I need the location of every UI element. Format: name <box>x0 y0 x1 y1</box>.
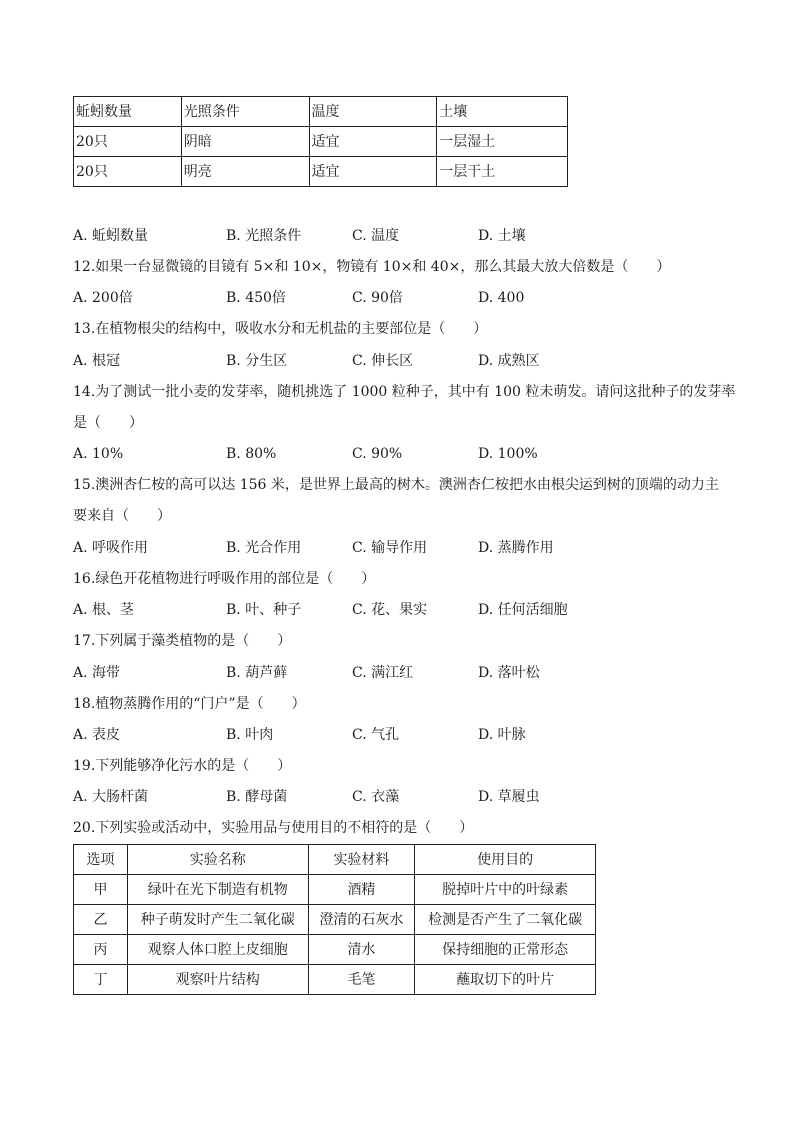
experiment-materials-table <box>73 844 596 995</box>
table-cell: 保持细胞的正常形态 <box>415 935 596 965</box>
option-a: A. 呼吸作用 <box>73 540 149 556</box>
table-cell: 适宜 <box>309 127 437 157</box>
table-cell: 清水 <box>308 935 415 965</box>
table-row <box>74 965 596 995</box>
table-cell: 明亮 <box>181 157 309 187</box>
table-cell: 温度 <box>309 97 437 127</box>
table-cell: 使用目的 <box>415 845 596 875</box>
table-row <box>74 157 568 187</box>
question-19-stem: 19.下列能够净化污水的是（ ） <box>73 758 292 774</box>
option-c: C. 气孔 <box>352 727 400 743</box>
table-cell: 酒精 <box>308 875 415 905</box>
option-d: D. 落叶松 <box>478 665 540 681</box>
option-b: B. 酵母菌 <box>226 789 288 805</box>
option-b: B. 光合作用 <box>226 540 302 556</box>
table-row <box>74 875 596 905</box>
option-b: B. 分生区 <box>226 353 288 369</box>
option-d: D. 任何活细胞 <box>478 602 568 618</box>
option-c: C. 90% <box>352 446 403 462</box>
table-cell: 脱掉叶片中的叶绿素 <box>415 875 596 905</box>
question-18-stem: 18.植物蒸腾作用的“门户”是（ ） <box>73 696 306 712</box>
option-d: D. 100% <box>478 446 538 462</box>
table-cell: 20只 <box>74 127 182 157</box>
option-d: D. 草履虫 <box>478 789 540 805</box>
option-b: B. 光照条件 <box>226 228 302 244</box>
option-d: D. 成熟区 <box>478 353 540 369</box>
option-b: B. 叶、种子 <box>226 602 302 618</box>
table-header-row <box>74 845 596 875</box>
option-c: C. 衣藻 <box>352 789 400 805</box>
option-d: D. 400 <box>478 290 525 306</box>
option-a: A. 海带 <box>73 665 121 681</box>
option-c: C. 输导作用 <box>352 540 428 556</box>
table-cell: 光照条件 <box>181 97 309 127</box>
table-cell: 20只 <box>74 157 182 187</box>
option-a: A. 200倍 <box>73 290 133 306</box>
table-row <box>74 905 596 935</box>
question-12-stem: 12.如果一台显微镜的目镜有 5×和 10×，物镜有 10×和 40×，那么其最大放大倍数是（ ） <box>73 259 671 275</box>
table-cell: 丙 <box>74 935 128 965</box>
option-c: C. 花、果实 <box>352 602 428 618</box>
table-cell: 检测是否产生了二氧化碳 <box>415 905 596 935</box>
option-c: C. 90倍 <box>352 290 403 306</box>
question-13-stem: 13.在植物根尖的结构中，吸收水分和无机盐的主要部位是（ ） <box>73 321 488 337</box>
table-cell: 实验材料 <box>308 845 415 875</box>
option-a: A. 10% <box>73 446 124 462</box>
option-b: B. 450倍 <box>226 290 286 306</box>
option-a: A. 根冠 <box>73 353 121 369</box>
table-cell: 甲 <box>74 875 128 905</box>
table-cell: 蚯蚓数量 <box>74 97 182 127</box>
table-cell: 适宜 <box>309 157 437 187</box>
table-cell: 阴暗 <box>181 127 309 157</box>
question-14-stem: 14.为了测试一批小麦的发芽率，随机挑选了 1000 粒种子，其中有 100 粒未萌发。请问这批种子的发芽率 <box>73 384 736 400</box>
question-16-stem: 16.绿色开花植物进行呼吸作用的部位是（ ） <box>73 571 376 587</box>
option-c: C. 温度 <box>352 228 400 244</box>
table-row <box>74 935 596 965</box>
option-b: B. 80% <box>226 446 277 462</box>
option-b: B. 葫芦藓 <box>226 665 288 681</box>
option-a: A. 蚯蚓数量 <box>73 228 149 244</box>
table-cell: 种子萌发时产生二氧化碳 <box>127 905 308 935</box>
table-cell: 一层湿土 <box>437 127 568 157</box>
question-20-stem: 20.下列实验或活动中，实验用品与使用目的不相符的是（ ） <box>73 820 474 836</box>
option-a: A. 大肠杆菌 <box>73 789 149 805</box>
question-17-stem: 17.下列属于藻类植物的是（ ） <box>73 633 292 649</box>
table-cell: 选项 <box>74 845 128 875</box>
earthworm-experiment-table <box>73 96 568 187</box>
table-cell: 一层干土 <box>437 157 568 187</box>
question-15-stem: 15.澳洲杏仁桉的高可以达 156 米，是世界上最高的树木。澳洲杏仁桉把水由根尖运到树的顶端的动力主 <box>73 477 719 493</box>
option-a: A. 表皮 <box>73 727 121 743</box>
question-14-stem-cont: 是（ ） <box>73 415 143 431</box>
table-cell: 丁 <box>74 965 128 995</box>
table-cell: 实验名称 <box>127 845 308 875</box>
option-d: D. 土壤 <box>478 228 526 244</box>
option-d: D. 叶脉 <box>478 727 526 743</box>
table-cell: 蘸取切下的叶片 <box>415 965 596 995</box>
option-a: A. 根、茎 <box>73 602 135 618</box>
table-cell: 绿叶在光下制造有机物 <box>127 875 308 905</box>
option-b: B. 叶肉 <box>226 727 274 743</box>
table-cell: 乙 <box>74 905 128 935</box>
table-cell: 土壤 <box>437 97 568 127</box>
table-row <box>74 127 568 157</box>
table-cell: 澄清的石灰水 <box>308 905 415 935</box>
option-c: C. 满江红 <box>352 665 414 681</box>
option-d: D. 蒸腾作用 <box>478 540 554 556</box>
table-header-row <box>74 97 568 127</box>
table-cell: 观察人体口腔上皮细胞 <box>127 935 308 965</box>
option-c: C. 伸长区 <box>352 353 414 369</box>
table-cell: 观察叶片结构 <box>127 965 308 995</box>
question-15-stem-cont: 要来自（ ） <box>73 508 171 524</box>
table-cell: 毛笔 <box>308 965 415 995</box>
